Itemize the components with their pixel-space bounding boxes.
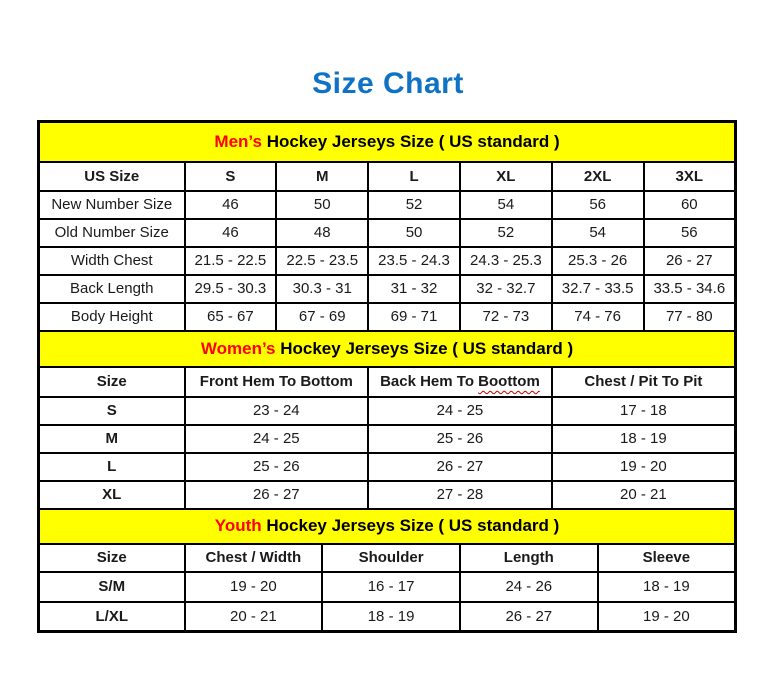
size-value: 50 [276, 191, 368, 219]
size-value: 24 - 26 [460, 572, 598, 602]
mens-col-us-size: US Size [39, 162, 185, 191]
womens-section-rest: Hockey Jerseys Size ( US standard ) [275, 338, 574, 358]
size-value: 17 - 18 [552, 397, 736, 425]
size-value: 16 - 17 [322, 572, 460, 602]
womens-header-row [39, 367, 736, 397]
mens-row-width-chest [39, 247, 736, 275]
size-value: 23 - 24 [185, 397, 369, 425]
youth-col-size: Size [39, 544, 185, 572]
size-value: 26 - 27 [460, 602, 598, 632]
mens-col-2xl: 2XL [552, 162, 644, 191]
size-value: 18 - 19 [322, 602, 460, 632]
womens-row-s [39, 397, 736, 425]
womens-row-xl [39, 481, 736, 509]
size-value: 31 - 32 [368, 275, 460, 303]
womens-col-front-hem: Front Hem To Bottom [185, 367, 369, 397]
mens-col-xl: XL [460, 162, 552, 191]
youth-col-shoulder: Shoulder [322, 544, 460, 572]
mens-col-s: S [185, 162, 277, 191]
row-label: M [39, 425, 185, 453]
size-value: 24.3 - 25.3 [460, 247, 552, 275]
size-value: 25 - 26 [368, 425, 552, 453]
size-value: 48 [276, 219, 368, 247]
size-chart-page [0, 66, 776, 692]
size-value: 22.5 - 23.5 [276, 247, 368, 275]
mens-col-l: L [368, 162, 460, 191]
size-value: 65 - 67 [185, 303, 277, 331]
size-value: 19 - 20 [552, 453, 736, 481]
size-value: 24 - 25 [368, 397, 552, 425]
size-value: 19 - 20 [185, 572, 323, 602]
row-label: XL [39, 481, 185, 509]
womens-row-m [39, 425, 736, 453]
size-value: 56 [552, 191, 644, 219]
row-label: S/M [39, 572, 185, 602]
size-value: 67 - 69 [276, 303, 368, 331]
page-title: Size Chart [312, 67, 464, 100]
row-label: S [39, 397, 185, 425]
womens-col-back-hem [368, 367, 552, 397]
size-value: 21.5 - 22.5 [185, 247, 277, 275]
size-value: 46 [185, 191, 277, 219]
size-value: 18 - 19 [598, 572, 736, 602]
size-chart-table [37, 120, 737, 633]
row-label: New Number Size [39, 191, 185, 219]
size-value: 50 [368, 219, 460, 247]
womens-col-chest: Chest / Pit To Pit [552, 367, 736, 397]
mens-section-band [39, 122, 736, 162]
size-value: 30.3 - 31 [276, 275, 368, 303]
size-value: 23.5 - 24.3 [368, 247, 460, 275]
youth-section-highlight: Youth [214, 516, 262, 535]
size-value: 77 - 80 [644, 303, 736, 331]
size-value: 33.5 - 34.6 [644, 275, 736, 303]
size-value: 54 [460, 191, 552, 219]
row-label: Old Number Size [39, 219, 185, 247]
size-value: 69 - 71 [368, 303, 460, 331]
mens-section-title [39, 122, 736, 162]
womens-row-l [39, 453, 736, 481]
size-value: 18 - 19 [552, 425, 736, 453]
size-value: 32.7 - 33.5 [552, 275, 644, 303]
size-value: 52 [368, 191, 460, 219]
size-value: 56 [644, 219, 736, 247]
mens-header-row [39, 162, 736, 191]
womens-section-band [39, 331, 736, 367]
size-value: 25 - 26 [185, 453, 369, 481]
mens-row-old-number-size [39, 219, 736, 247]
size-value: 46 [185, 219, 277, 247]
youth-col-sleeve: Sleeve [598, 544, 736, 572]
youth-section-rest: Hockey Jerseys Size ( US standard ) [261, 516, 560, 535]
row-label: Width Chest [39, 247, 185, 275]
size-value: 32 - 32.7 [460, 275, 552, 303]
mens-row-body-height [39, 303, 736, 331]
womens-section-highlight: Women’s [200, 338, 276, 358]
youth-section-band [39, 509, 736, 544]
size-value: 26 - 27 [644, 247, 736, 275]
youth-row-lxl [39, 602, 736, 632]
mens-row-back-length [39, 275, 736, 303]
size-value: 20 - 21 [185, 602, 323, 632]
size-value: 52 [460, 219, 552, 247]
row-label: L/XL [39, 602, 185, 632]
mens-section-rest: Hockey Jerseys Size ( US standard ) [261, 131, 560, 151]
size-value: 26 - 27 [185, 481, 369, 509]
row-label: Back Length [39, 275, 185, 303]
youth-header-row [39, 544, 736, 572]
size-value: 72 - 73 [460, 303, 552, 331]
womens-col-back-hem-misspelled-word: Boottom [478, 373, 540, 390]
mens-col-m: M [276, 162, 368, 191]
womens-col-size: Size [39, 367, 185, 397]
size-value: 20 - 21 [552, 481, 736, 509]
womens-col-back-hem-prefix: Back Hem To [380, 373, 479, 390]
size-value: 19 - 20 [598, 602, 736, 632]
mens-section-highlight: Men’s [214, 131, 262, 151]
size-value: 60 [644, 191, 736, 219]
row-label: L [39, 453, 185, 481]
size-value: 25.3 - 26 [552, 247, 644, 275]
size-value: 26 - 27 [368, 453, 552, 481]
youth-col-chest-width: Chest / Width [185, 544, 323, 572]
size-value: 29.5 - 30.3 [185, 275, 277, 303]
size-value: 54 [552, 219, 644, 247]
youth-row-sm [39, 572, 736, 602]
row-label: Body Height [39, 303, 185, 331]
mens-row-new-number-size [39, 191, 736, 219]
youth-section-title [39, 509, 736, 544]
size-value: 24 - 25 [185, 425, 369, 453]
youth-col-length: Length [460, 544, 598, 572]
size-value: 74 - 76 [552, 303, 644, 331]
womens-section-title [39, 331, 736, 367]
mens-col-3xl: 3XL [644, 162, 736, 191]
size-value: 27 - 28 [368, 481, 552, 509]
